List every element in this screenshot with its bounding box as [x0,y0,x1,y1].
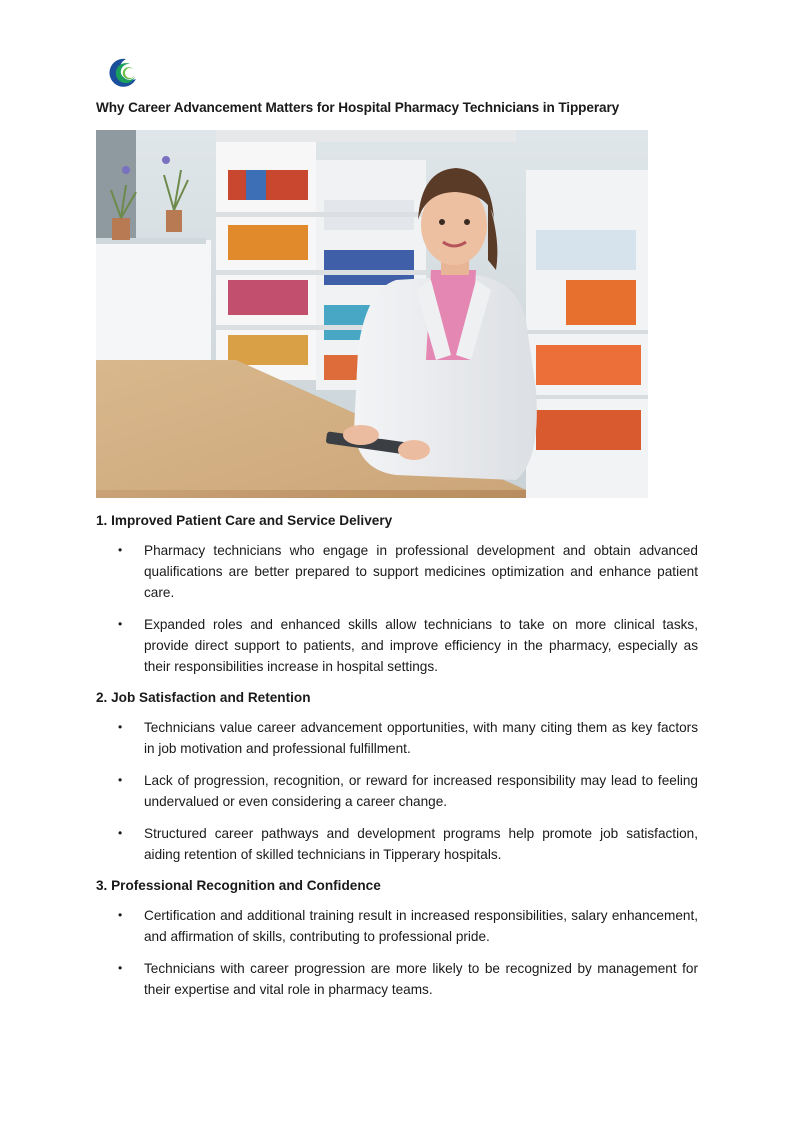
bullet-list [96,540,698,677]
bullet-text: Pharmacy technicians who engage in professional development and obtain advanced qualifications are better prepared to support medicines optimization and enhance patient care. [144,543,698,600]
article-body [96,511,698,1011]
list-item [96,823,698,865]
bullet-text: Technicians value career advancement opportunities, with many citing them as key factors in job motivation and professional fulfillment. [144,720,698,756]
section-job-satisfaction [96,688,698,865]
bullet-text: Technicians with career progression are more likely to be recognized by management for their expertise and vital role in pharmacy teams. [144,961,698,997]
crescent-swirl-logo-icon [104,55,140,91]
bullet-icon: • [118,826,123,840]
bullet-icon: • [118,961,123,975]
bullet-text: Structured career pathways and development programs help promote job satisfaction, aiding retention of skilled technicians in Tipperary hospitals. [144,826,698,862]
list-item [96,958,698,1000]
bullet-icon: • [118,617,123,631]
bullet-icon: • [118,908,123,922]
section-professional-recognition [96,876,698,1000]
list-item [96,770,698,812]
bullet-icon: • [118,720,123,734]
list-item [96,905,698,947]
section-heading: 1. Improved Patient Care and Service Delivery [96,513,393,528]
bullet-text: Lack of progression, recognition, or reward for increased responsibility may lead to feeling undervalued or even considering a career change. [144,773,698,809]
bullet-text: Expanded roles and enhanced skills allow technicians to take on more clinical tasks, provide direct support to patients, and improve efficiency in the pharmacy, especially as their responsibilities increase in hospital settings. [144,617,698,674]
section-heading: 2. Job Satisfaction and Retention [96,690,311,705]
bullet-list [96,717,698,865]
bullet-icon: • [118,773,123,787]
bullet-icon: • [118,543,123,557]
pharmacist-photo [96,130,648,498]
section-heading: 3. Professional Recognition and Confidence [96,878,381,893]
bullet-text: Certification and additional training result in increased responsibilities, salary enhancement, and affirmation of skills, contributing to professional pride. [144,908,698,944]
bullet-list [96,905,698,1000]
list-item [96,540,698,603]
list-item [96,614,698,677]
page-title: Why Career Advancement Matters for Hospital Pharmacy Technicians in Tipperary [96,100,620,115]
section-patient-care [96,511,698,677]
list-item [96,717,698,759]
